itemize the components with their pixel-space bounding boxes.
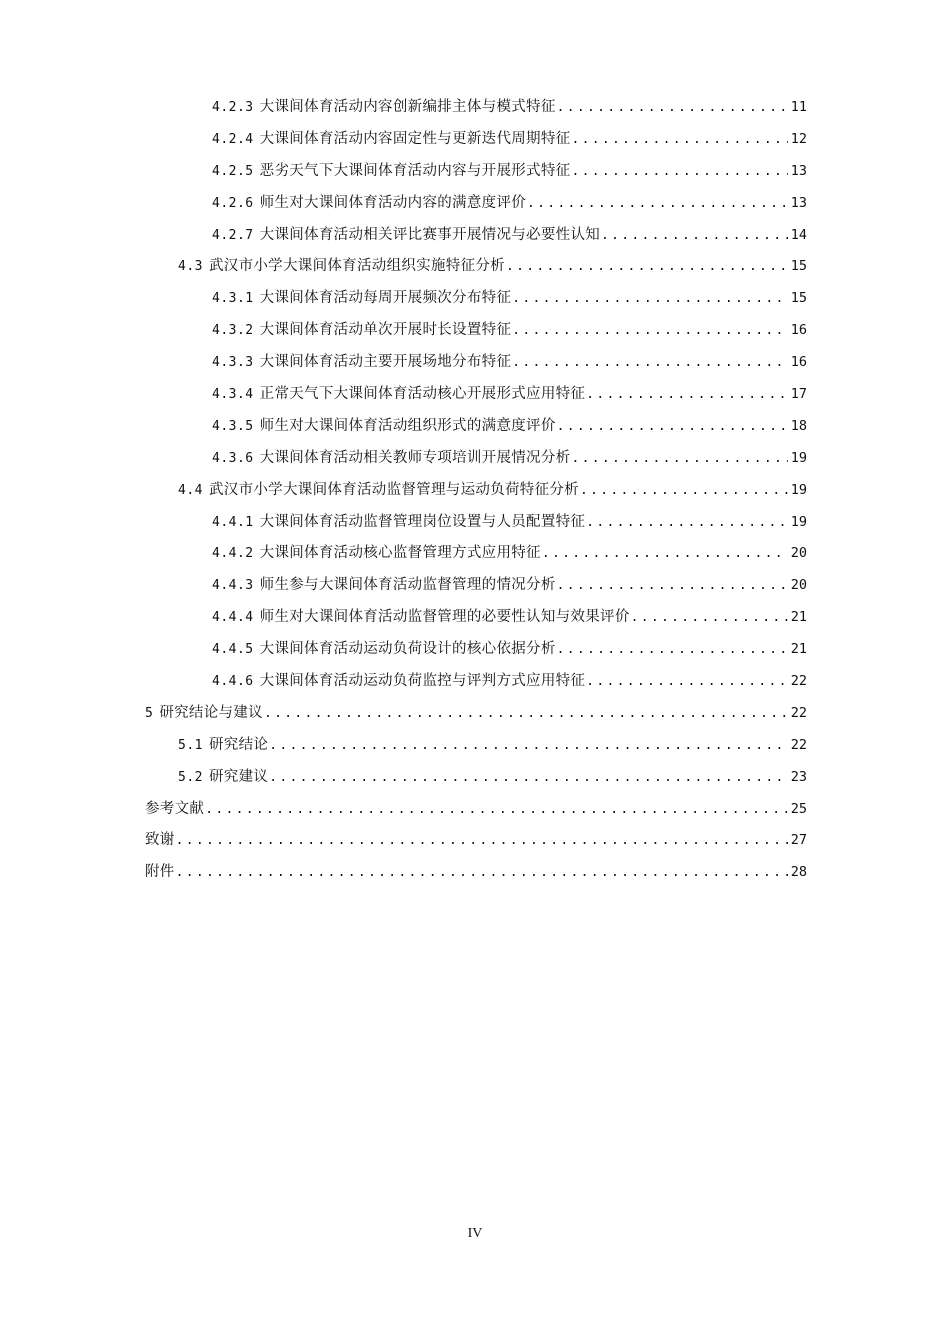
toc-entry-title: 大课间体育活动运动负荷监控与评判方式应用特征 (259, 673, 586, 690)
toc-entry[interactable] (145, 762, 807, 794)
toc-entry-title: 致谢 (145, 832, 175, 849)
toc-dot-leader (557, 634, 788, 666)
toc-entry-page: 19 (790, 481, 807, 498)
toc-entry[interactable] (145, 602, 807, 634)
toc-entry[interactable] (145, 220, 807, 252)
toc-entry[interactable] (145, 570, 807, 602)
toc-entry-title: 师生参与大课间体育活动监督管理的情况分析 (259, 577, 556, 594)
toc-entry-page: 28 (790, 864, 807, 881)
toc-entry[interactable] (145, 156, 807, 188)
toc-entry-number: 4.2.6 (212, 195, 254, 211)
toc-dot-leader (586, 379, 787, 411)
toc-entry[interactable] (145, 730, 807, 762)
toc-entry[interactable] (145, 507, 807, 539)
toc-dot-leader (601, 220, 788, 252)
toc-entry[interactable] (145, 347, 807, 379)
toc-dot-leader (557, 92, 788, 124)
toc-dot-leader (205, 794, 788, 826)
toc-entry-page: 22 (790, 704, 807, 721)
toc-entry[interactable] (145, 794, 807, 826)
toc-entry-number: 4.3 (178, 259, 203, 275)
toc-entry-page: 27 (790, 832, 807, 849)
toc-entry-title: 恶劣天气下大课间体育活动内容与开展形式特征 (259, 162, 571, 179)
toc-entry-title: 武汉市小学大课间体育活动监督管理与运动负荷特征分析 (208, 481, 579, 498)
toc-entry-title: 大课间体育活动每周开展频次分布特征 (259, 290, 512, 307)
toc-entry-number: 4.2.4 (212, 131, 254, 147)
toc-entry-page: 21 (790, 641, 807, 658)
toc-entry[interactable] (145, 283, 807, 315)
toc-entry-page: 20 (790, 577, 807, 594)
toc-dot-leader (542, 538, 788, 570)
toc-entry-number: 4.4.1 (212, 514, 254, 530)
toc-entry-page: 15 (790, 258, 807, 275)
toc-dot-leader (506, 251, 788, 283)
toc-dot-leader (571, 124, 787, 156)
toc-entry-title: 师生对大课间体育活动组织形式的满意度评价 (259, 417, 556, 434)
toc-entry-number: 4.3.5 (212, 418, 254, 434)
toc-entry[interactable] (145, 411, 807, 443)
toc-entry-number: 4.3.6 (212, 450, 254, 466)
toc-dot-leader (571, 443, 787, 475)
toc-entry-page: 11 (790, 99, 807, 115)
toc-entry-page: 15 (790, 290, 807, 307)
toc-entry-page: 13 (790, 194, 807, 211)
toc-entry-title: 大课间体育活动主要开展场地分布特征 (259, 354, 512, 371)
toc-entry-number: 4.4.6 (212, 674, 254, 690)
toc-entry[interactable] (145, 825, 807, 857)
toc-entry[interactable] (145, 251, 807, 283)
toc-entry-page: 17 (790, 386, 807, 403)
toc-dot-leader (571, 156, 787, 188)
toc-dot-leader (269, 762, 788, 794)
toc-entry-page: 20 (790, 545, 807, 562)
toc-entry[interactable] (145, 475, 807, 507)
toc-entry-title: 武汉市小学大课间体育活动组织实施特征分析 (208, 258, 505, 275)
toc-dot-leader (176, 857, 788, 889)
table-of-contents (145, 92, 807, 889)
page-number-footer: IV (467, 1226, 483, 1241)
toc-entry-number: 4.4.3 (212, 578, 254, 594)
toc-entry[interactable] (145, 443, 807, 475)
toc-entry-title: 大课间体育活动相关教师专项培训开展情况分析 (259, 449, 571, 466)
toc-entry-title: 大课间体育活动单次开展时长设置特征 (259, 322, 512, 339)
toc-entry[interactable] (145, 698, 807, 730)
toc-entry-number: 4.4 (178, 482, 203, 498)
toc-entry-title: 大课间体育活动相关评比赛事开展情况与必要性认知 (259, 226, 601, 243)
toc-entry-title: 附件 (145, 864, 175, 881)
toc-dot-leader (269, 730, 788, 762)
toc-dot-leader (586, 666, 787, 698)
toc-entry-page: 18 (790, 417, 807, 434)
toc-entry-number: 4.4.2 (212, 546, 254, 562)
toc-dot-leader (512, 283, 787, 315)
toc-entry-title: 大课间体育活动内容创新编排主体与模式特征 (259, 99, 556, 115)
toc-entry-number: 4.4.5 (212, 642, 254, 658)
toc-entry-title: 师生对大课间体育活动监督管理的必要性认知与效果评价 (259, 609, 630, 626)
toc-entry-title: 师生对大课间体育活动内容的满意度评价 (259, 194, 527, 211)
toc-entry[interactable] (145, 538, 807, 570)
toc-entry-number: 4.3.3 (212, 355, 254, 371)
toc-dot-leader (557, 570, 788, 602)
toc-entry-title: 大课间体育活动运动负荷设计的核心依据分析 (259, 641, 556, 658)
toc-entry[interactable] (145, 857, 807, 889)
toc-entry-number: 5.1 (178, 737, 203, 753)
toc-entry-title: 大课间体育活动核心监督管理方式应用特征 (259, 545, 541, 562)
toc-entry-number: 4.2.5 (212, 163, 254, 179)
toc-dot-leader (631, 602, 788, 634)
toc-entry-number: 4.3.1 (212, 291, 254, 307)
toc-entry-title: 参考文献 (145, 800, 205, 817)
toc-entry-number: 5 (145, 705, 154, 721)
toc-dot-leader (557, 411, 788, 443)
toc-entry-number: 4.2.3 (212, 100, 254, 115)
toc-entry-number: 4.3.2 (212, 323, 254, 339)
toc-entry-page: 21 (790, 609, 807, 626)
toc-entry[interactable] (145, 666, 807, 698)
toc-entry-page: 23 (790, 768, 807, 785)
toc-entry-page: 12 (790, 130, 807, 147)
toc-entry-page: 13 (790, 162, 807, 179)
toc-dot-leader (176, 825, 788, 857)
toc-entry-title: 研究结论与建议 (159, 704, 263, 721)
toc-entry-number: 4.3.4 (212, 387, 254, 403)
toc-entry[interactable] (145, 92, 807, 124)
toc-entry-page: 25 (790, 800, 807, 817)
toc-entry[interactable] (145, 379, 807, 411)
toc-entry-title: 正常天气下大课间体育活动核心开展形式应用特征 (259, 386, 586, 403)
toc-entry[interactable] (145, 124, 807, 156)
toc-entry[interactable] (145, 188, 807, 220)
toc-dot-leader (512, 315, 787, 347)
toc-entry-title: 大课间体育活动内容固定性与更新迭代周期特征 (259, 130, 571, 147)
toc-entry-page: 16 (790, 322, 807, 339)
toc-entry-title: 研究建议 (208, 768, 269, 785)
toc-entry[interactable] (145, 634, 807, 666)
toc-entry-page: 22 (790, 736, 807, 753)
toc-entry[interactable] (145, 315, 807, 347)
toc-dot-leader (264, 698, 788, 730)
toc-entry-title: 大课间体育活动监督管理岗位设置与人员配置特征 (259, 513, 586, 530)
toc-dot-leader (580, 475, 788, 507)
toc-dot-leader (512, 347, 787, 379)
toc-entry-number: 4.2.7 (212, 227, 254, 243)
toc-entry-page: 16 (790, 354, 807, 371)
toc-entry-page: 19 (790, 449, 807, 466)
toc-entry-number: 5.2 (178, 769, 203, 785)
toc-entry-page: 22 (790, 673, 807, 690)
toc-entry-number: 4.4.4 (212, 610, 254, 626)
toc-entry-page: 14 (790, 226, 807, 243)
toc-dot-leader (527, 188, 788, 220)
toc-dot-leader (586, 507, 787, 539)
toc-entry-page: 19 (790, 513, 807, 530)
toc-entry-title: 研究结论 (208, 736, 269, 753)
